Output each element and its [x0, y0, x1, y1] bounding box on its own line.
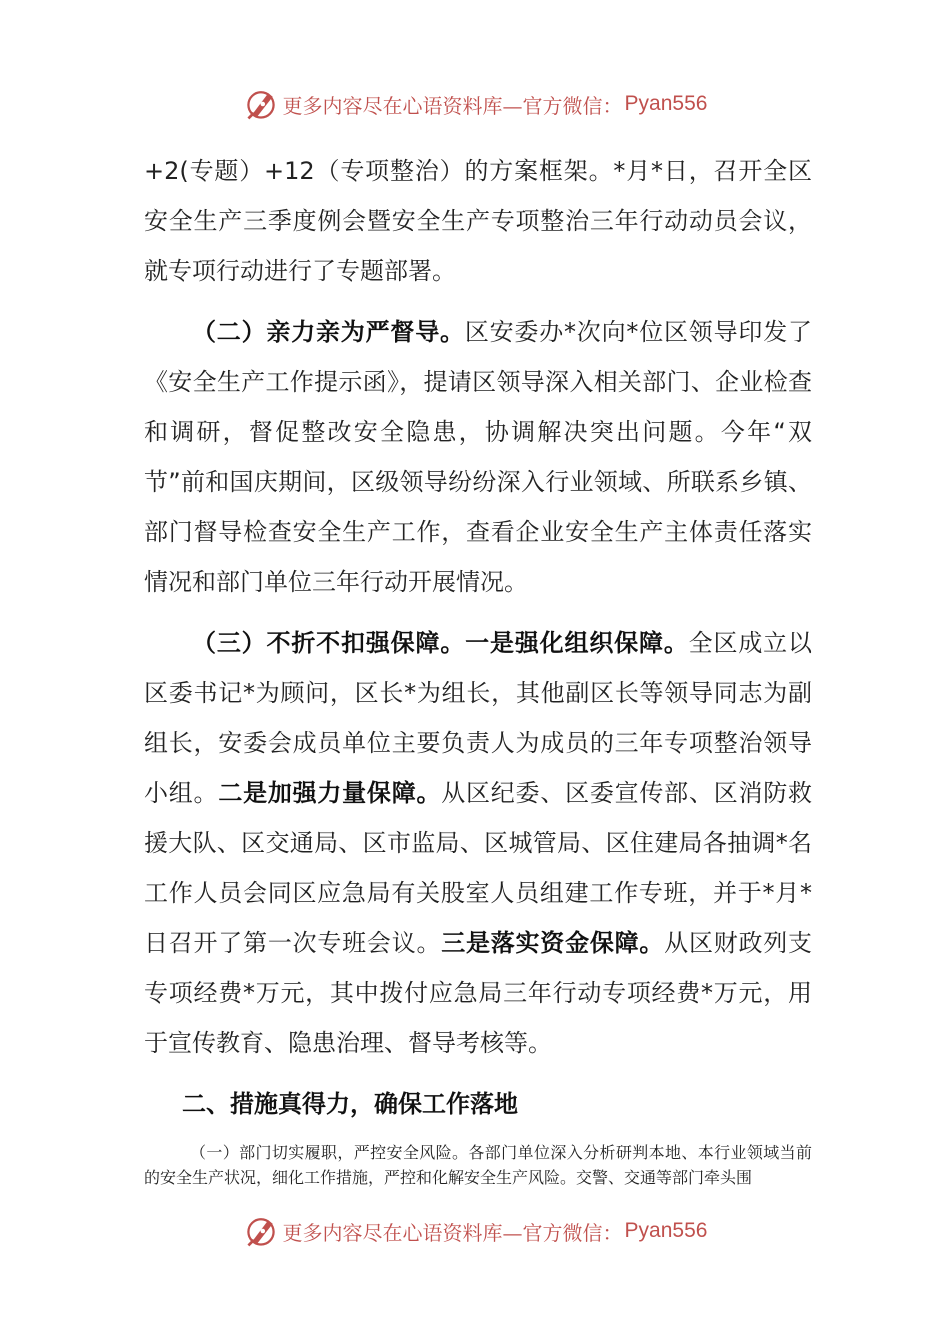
pen-nib-logo-icon	[243, 86, 279, 122]
paragraph	[144, 618, 812, 1068]
banner-text: 更多内容尽在心语资料库—官方微信：	[282, 1220, 623, 1245]
banner-handle: Pyan556	[624, 92, 708, 115]
footer-banner	[0, 1211, 950, 1251]
paragraph-heading: （二）亲力亲为严督导。	[192, 318, 465, 346]
subheading: 二是加强力量保障。	[218, 779, 442, 807]
banner-text: 更多内容尽在心语资料库—官方微信：	[282, 93, 623, 118]
header-banner	[0, 84, 950, 124]
paragraph-text: 从区财政列支专项经费*万元，其中拨付应急局三年行动专项经费*万元，用于宣传教育、隐患治理、督导考核等。	[144, 929, 813, 1057]
paragraph: +2(专题）+12（专项整治）的方案框架。*月*日，召开全区安全生产三季度例会暨安全生产专项整治三年行动动员会议，就专项行动进行了专题部署。	[144, 157, 812, 285]
document-body	[144, 146, 812, 1190]
paragraph-text: 全区成立以区委书记*为顾问，区长*为组长，其他副区长等领导同志为副组长，安委会成员单位主要负责人为成员的三年专项整治领导小组。	[144, 629, 813, 807]
paragraph-heading: （三）不折不扣强保障。	[192, 629, 466, 657]
banner-handle: Pyan556	[624, 1219, 708, 1242]
paragraph: （一）部门切实履职，严控安全风险。各部门单位深入分析研判本地、本行业领域当前的安全生产状况，细化工作措施，严控和化解安全生产风险。交警、交通等部门牵头围	[144, 1143, 812, 1187]
paragraph-text: 区安委办*次向*位区领导印发了《安全生产工作提示函》，提请区领导深入相关部门、企业检查和调研，督促整改安全隐患，协调解决突出问题。今年“双节”前和国庆期间，区级领导纷纷深入行业领域、所联系乡镇、部门督导检查安全生产工作，查看企业安全生产主体责任落实情况和部门单位三年行动开展情况。	[144, 318, 813, 596]
subheading: 三是落实资金保障。	[441, 929, 665, 957]
subheading: 一是强化组织保障。	[465, 629, 689, 657]
pen-nib-logo-icon	[243, 1213, 279, 1249]
section-heading: 二、措施真得力，确保工作落地	[182, 1090, 518, 1118]
paragraph-text: 从区纪委、区委宣传部、区消防救援大队、区交通局、区市监局、区城管局、区住建局各抽调*名工作人员会同区应急局有关股室人员组建工作专班，并于*月*日召开了第一次专班会议。	[144, 779, 813, 957]
paragraph	[144, 307, 812, 607]
